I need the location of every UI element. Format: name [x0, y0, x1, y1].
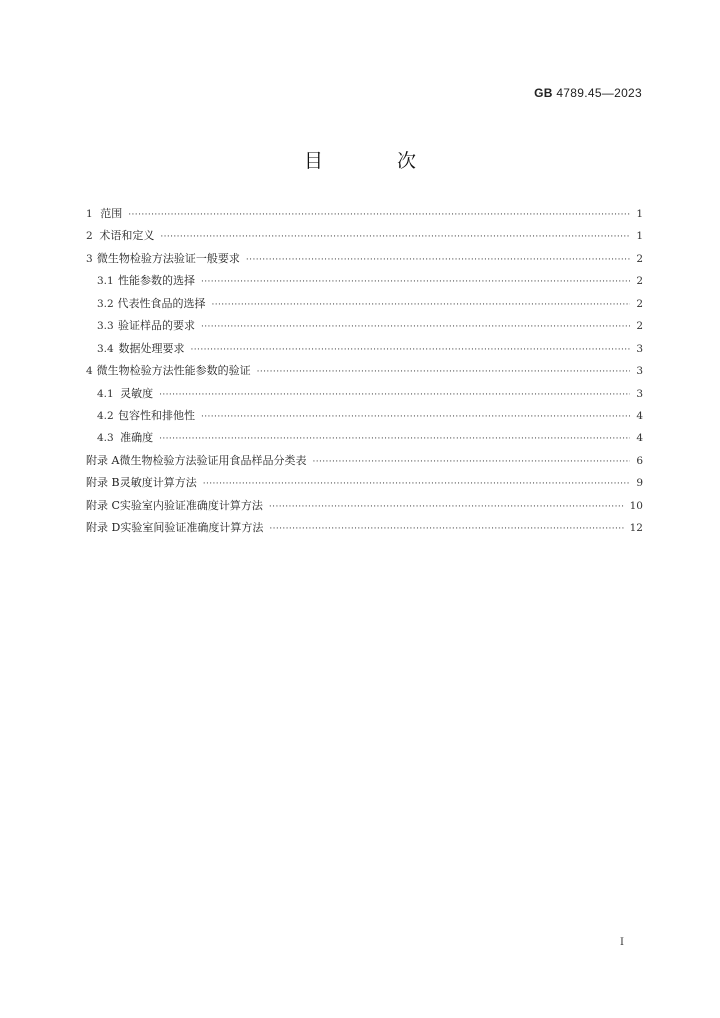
toc-subentry[interactable]	[86, 338, 643, 360]
toc-subentry[interactable]	[86, 405, 643, 427]
toc-entry-number: 3.4	[97, 342, 114, 355]
table-of-contents	[86, 203, 643, 540]
toc-entry-page: 10	[629, 499, 643, 512]
toc-entry[interactable]	[86, 360, 643, 382]
toc-entry[interactable]	[86, 248, 643, 270]
toc-entry[interactable]	[86, 203, 643, 225]
dot-leader	[203, 473, 630, 495]
dot-leader	[159, 384, 630, 406]
standard-number: 4789.45—2023	[556, 86, 642, 100]
toc-entry-label: 数据处理要求	[118, 341, 185, 355]
toc-entry-page: 2	[636, 275, 643, 288]
page-title: 目 次	[303, 150, 451, 172]
dot-leader	[257, 361, 630, 383]
toc-entry-number: 4.1	[97, 387, 114, 400]
toc-appendix-number: 附录 A	[86, 453, 120, 467]
dot-leader	[191, 339, 630, 361]
toc-entry-page: 4	[636, 409, 643, 422]
toc-entry-label: 准确度	[120, 431, 154, 445]
toc-entry-page: 9	[636, 477, 643, 490]
toc-entry-page: 3	[636, 365, 643, 378]
toc-entry-label: 微生物检验方法验证一般要求	[96, 251, 240, 265]
standard-prefix: GB	[534, 86, 553, 100]
toc-appendix-entry[interactable]	[86, 472, 643, 494]
toc-entry-page: 2	[636, 297, 643, 310]
toc-entry-number: 4	[86, 365, 93, 378]
toc-entry-page: 1	[636, 230, 643, 243]
toc-entry-page: 2	[636, 320, 643, 333]
toc-entry-page: 12	[629, 522, 643, 535]
toc-appendix-entry[interactable]	[86, 517, 643, 539]
toc-subentry[interactable]	[86, 315, 643, 337]
dot-leader	[128, 204, 630, 226]
toc-subentry[interactable]	[86, 427, 643, 449]
toc-subentry[interactable]	[86, 293, 643, 315]
toc-entry-label: 性能参数的选择	[118, 274, 196, 288]
page-number: I	[620, 937, 624, 948]
toc-entry-page: 3	[636, 387, 643, 400]
toc-entry-page: 1	[636, 208, 643, 220]
toc-appendix-number: 附录 D	[86, 521, 121, 535]
dot-leader	[201, 406, 630, 428]
toc-entry-label: 实验室间验证准确度计算方法	[120, 521, 264, 535]
toc-entry-number: 2	[86, 230, 93, 243]
toc-entry-page: 2	[636, 252, 643, 265]
dot-leader	[269, 496, 625, 518]
toc-entry-number: 4.2	[97, 409, 114, 422]
toc-entry-page: 6	[636, 454, 643, 467]
toc-entry-number: 3.1	[97, 275, 114, 288]
standard-code	[534, 86, 642, 100]
toc-entry-label: 范围	[100, 207, 123, 220]
toc-entry-label: 灵敏度	[120, 386, 154, 400]
toc-appendix-number: 附录 C	[86, 498, 120, 512]
toc-entry-label: 包容性和排他性	[118, 408, 196, 422]
toc-entry-page: 3	[636, 342, 643, 355]
toc-subentry[interactable]	[86, 270, 643, 292]
toc-entry-label: 代表性食品的选择	[117, 296, 206, 310]
toc-appendix-entry[interactable]	[86, 450, 643, 472]
dot-leader	[160, 226, 630, 248]
toc-entry-label: 灵敏度计算方法	[119, 476, 197, 490]
dot-leader	[269, 518, 624, 540]
toc-entry-label: 微生物检验方法性能参数的验证	[96, 364, 251, 378]
toc-entry-page: 4	[636, 432, 643, 445]
toc-entry[interactable]	[86, 225, 643, 247]
toc-entry-number: 1	[86, 208, 93, 220]
toc-entry-label: 微生物检验方法验证用食品样品分类表	[119, 453, 307, 467]
dot-leader	[212, 294, 631, 316]
dot-leader	[246, 249, 630, 271]
toc-entry-number: 3.3	[97, 320, 114, 333]
dot-leader	[312, 451, 630, 473]
dot-leader	[159, 428, 630, 450]
toc-appendix-entry[interactable]	[86, 495, 643, 517]
toc-subentry[interactable]	[86, 383, 643, 405]
toc-entry-label: 术语和定义	[99, 229, 155, 243]
toc-entry-number: 4.3	[97, 432, 114, 445]
toc-entry-label: 实验室内验证准确度计算方法	[119, 498, 263, 512]
dot-leader	[201, 271, 630, 293]
toc-entry-number: 3.2	[97, 297, 114, 310]
toc-appendix-number: 附录 B	[86, 476, 120, 490]
toc-entry-label: 验证样品的要求	[118, 319, 196, 333]
toc-entry-number: 3	[86, 252, 93, 265]
dot-leader	[201, 316, 630, 338]
